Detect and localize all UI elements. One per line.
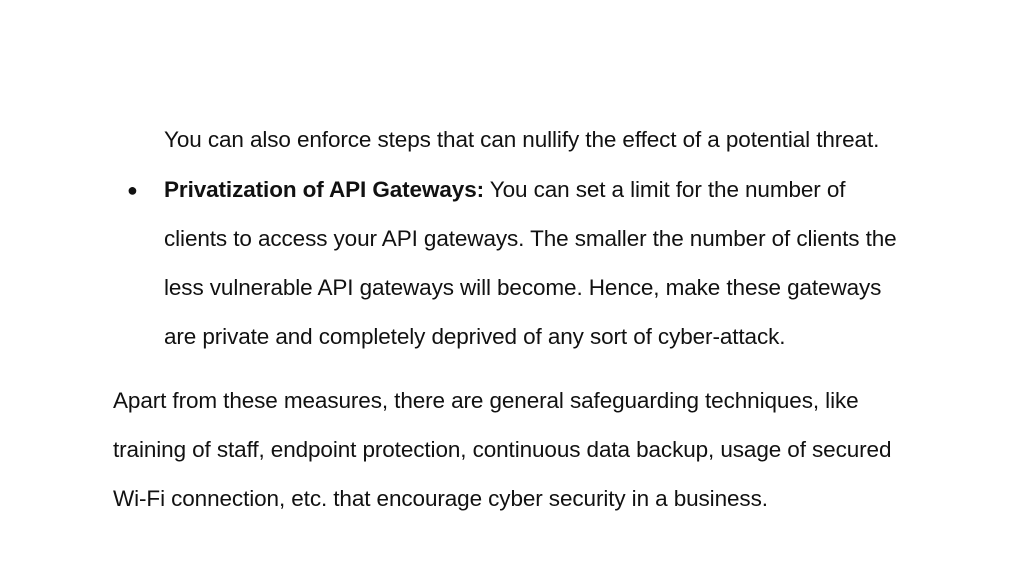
closing-paragraph-line-1: Apart from these measures, there are general safeguarding techniques, like — [113, 388, 859, 413]
bullet-item-lead: Privatization of API Gateways: — [164, 177, 484, 202]
closing-paragraph-line-2: training of staff, endpoint protection, continuous data backup, usage of secured — [113, 437, 892, 462]
bullet-item-line-1 — [164, 177, 845, 203]
bullet-item-line-4: are private and completely deprived of any sort of cyber-attack. — [164, 324, 786, 349]
continuation-line: You can also enforce steps that can nullify the effect of a potential threat. — [164, 127, 880, 152]
bullet-item-line-1-rest: You can set a limit for the number of — [484, 177, 846, 202]
bullet-icon: ● — [127, 180, 138, 200]
bullet-item-line-3: less vulnerable API gateways will become. Hence, make these gateways — [164, 275, 882, 300]
bullet-item-line-2: clients to access your API gateways. The smaller the number of clients the — [164, 226, 897, 251]
closing-paragraph-line-3: Wi-Fi connection, etc. that encourage cyber security in a business. — [113, 486, 768, 511]
